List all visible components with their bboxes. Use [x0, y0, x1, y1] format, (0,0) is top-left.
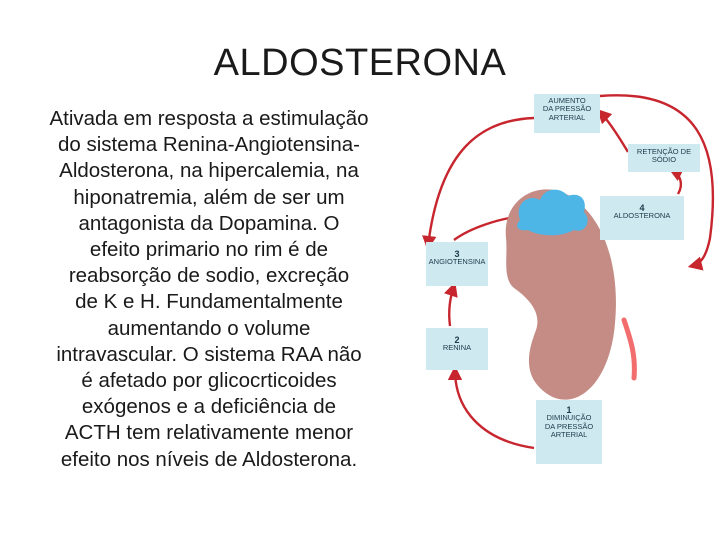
raa-diagram — [410, 88, 720, 488]
body-line: efeito primario no rim é de — [89, 238, 329, 262]
body-line: Ativada em resposta a estimulação — [49, 107, 369, 130]
body-line: exógenos e a deficiência de — [81, 395, 337, 419]
step-number: 3 — [454, 249, 460, 259]
body-line: reabsorção de sodio, excreção — [68, 264, 350, 288]
body-line: efeito nos níveis de Aldosterona. — [60, 447, 358, 471]
slide-title: ALDOSTERONA — [213, 42, 507, 84]
step-number: 1 — [566, 405, 572, 415]
body-text — [8, 106, 410, 473]
box-text: ARTERIAL — [550, 430, 588, 440]
ureter — [624, 320, 634, 378]
arrow-retencao-to-aumento — [600, 112, 628, 152]
box-aldosterona — [600, 196, 684, 240]
box-renina — [426, 328, 488, 370]
box-text: AUMENTO — [548, 96, 586, 105]
arrow-2-to-3 — [449, 286, 454, 326]
body-line: ACTH tem relativamente menor — [64, 421, 354, 445]
box-text: RETENÇÃO DE — [636, 147, 692, 156]
box-text: RENINA — [442, 343, 472, 353]
arrow-1-to-2 — [455, 370, 534, 448]
arrow-4-to-retencao — [672, 170, 681, 194]
body-line: intravascular. O sistema RAA não — [56, 342, 362, 366]
box-retencao-sodio — [628, 144, 700, 172]
body-line: é afetado por glicocrticoides — [81, 369, 337, 393]
body-line: aumentando o volume — [107, 316, 311, 340]
box-diminuicao-pressao — [536, 400, 602, 464]
box-text: ANGIOTENSINA — [428, 257, 486, 267]
box-aumento-pressao — [534, 94, 600, 133]
body-line: antagonista da Dopamina. O — [78, 211, 340, 235]
box-angiotensina — [426, 242, 488, 286]
body-line: hiponatremia, além de ser um — [73, 185, 345, 209]
box-text: DA PRESSÃO — [542, 104, 592, 114]
arrow-kidney-to-1 — [606, 348, 634, 408]
box-text: ALDOSTERONA — [613, 211, 671, 221]
step-number: 4 — [639, 203, 645, 213]
box-text: DIMINUIÇÃO — [546, 413, 592, 423]
box-text: ARTERIAL — [548, 112, 586, 122]
step-number: 2 — [454, 335, 460, 345]
body-line: Aldosterona, na hipercalemia, na — [59, 159, 359, 183]
body-line: do sistema Renina-Angiotensina- — [58, 133, 360, 157]
box-text: DA PRESSÃO — [544, 421, 594, 431]
arrow-adrenal-to-4 — [588, 188, 595, 200]
arrow-aumento-to-4 — [600, 95, 713, 266]
body-line: de K e H. Fundamentalmente — [75, 290, 343, 314]
box-text: SÓDIO — [651, 155, 677, 165]
